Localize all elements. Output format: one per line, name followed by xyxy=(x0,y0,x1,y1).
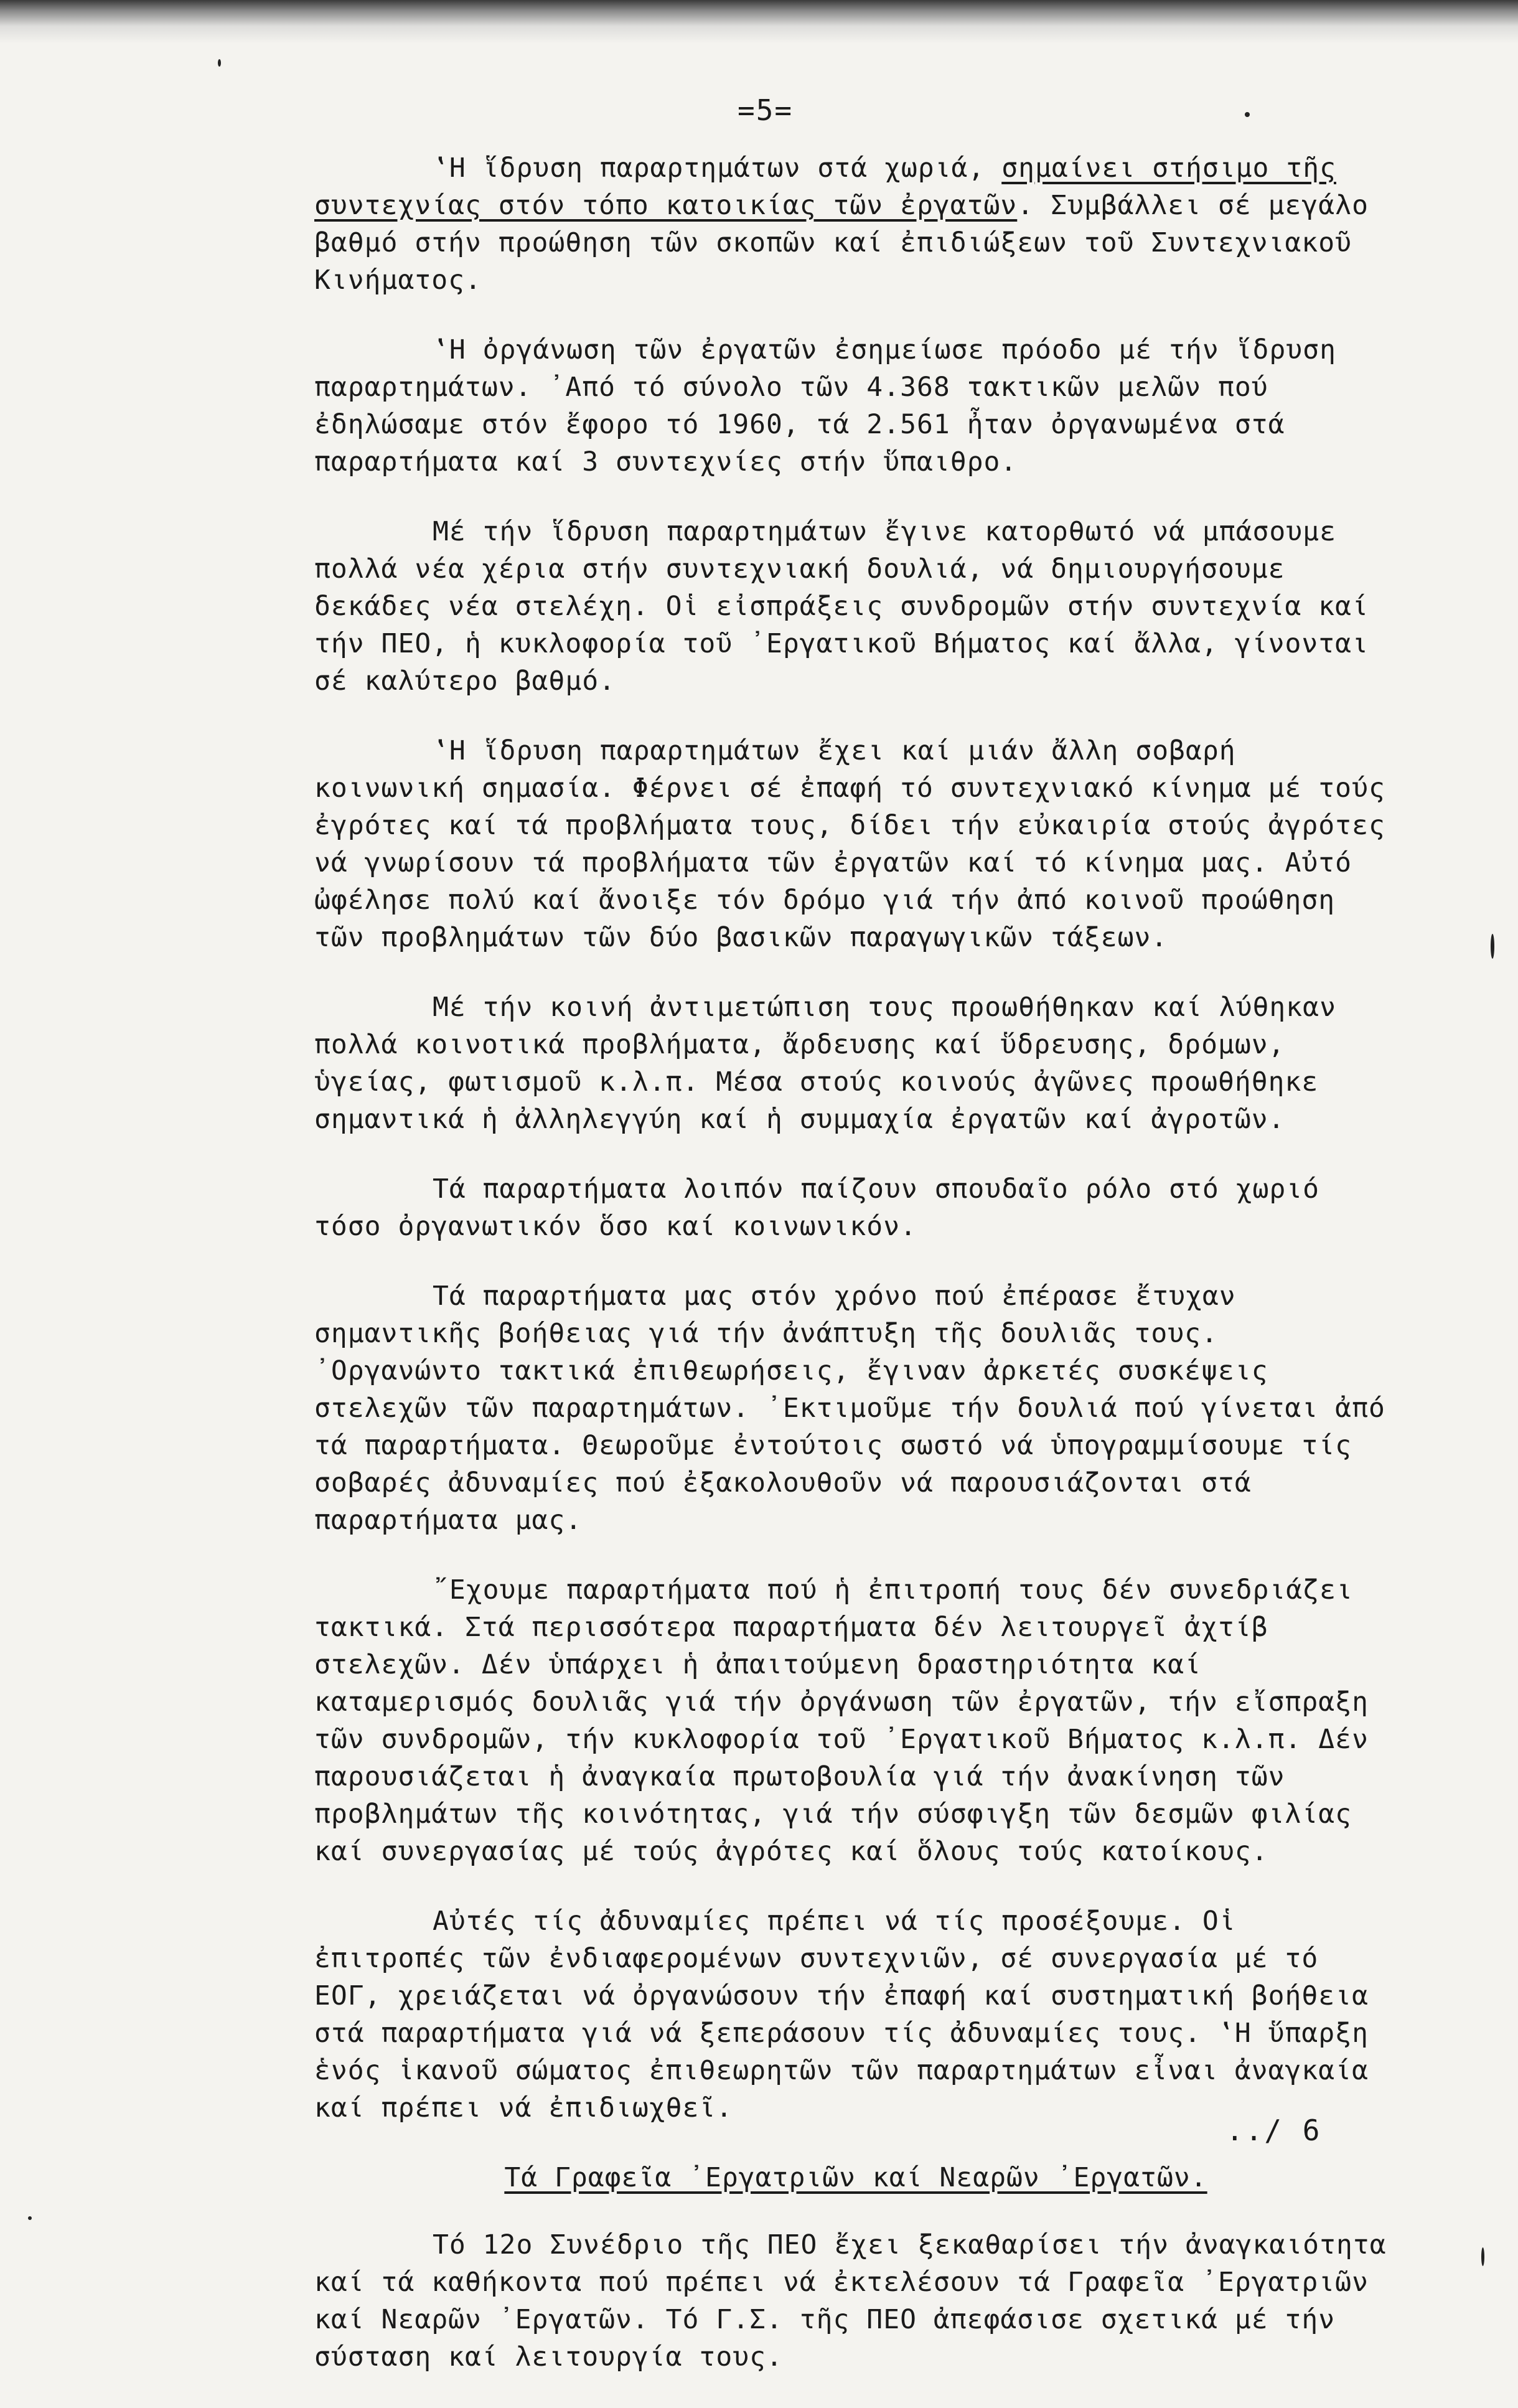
paragraph xyxy=(314,513,1397,700)
paragraph xyxy=(314,1571,1397,1870)
paragraph-text: Μέ τήν κοινή ἀντιμετώπιση τους προωθήθηκαν καί λύθηκαν πολλά κοινοτικά προβλήματα, ἄρδευσης καί ὕδρευσης, δρόμων, ὑγείας, φωτισμοῦ κ.λ.π. Μέσα στούς κοινούς ἀγῶνες προωθήθηκε σημαντικά ἡ ἀλληλεγγύη καί ἡ συμμαχία ἐργατῶν καί ἀγροτῶν. xyxy=(314,992,1336,1135)
scan-speck xyxy=(218,59,221,67)
paragraph-text: Τά παραρτήματα μας στόν χρόνο πού ἐπέρασε ἔτυχαν σημαντικῆς βοήθειας γιά τήν ἀνάπτυξη τῆς δουλιᾶς τους. ᾿Οργανώντο τακτικά ἐπιθεωρήσεις, ἔγιναν ἀρκετές συσκέψεις στελεχῶν τῶν παραρτημάτων. ᾿Εκτιμοῦμε τήν δουλιά πού γίνεται ἀπό τά παραρτήματα. Θεωροῦμε ἐντούτοις σωστό νά ὑπογραμμίσουμε τίς σοβαρές ἀδυναμίες πού ἐξακολουθοῦν νά παρουσιάζονται στά παραρτήματα μας. xyxy=(314,1281,1385,1536)
paragraph-text: Αὐτές τίς ἀδυναμίες πρέπει νά τίς προσέξουμε. Οἱ ἐπιτροπές τῶν ἐνδιαφερομένων συντεχνιῶν, σέ συνεργασία μέ τό ΕΟΓ, χρειάζεται νά ὀργανώσουν τήν ἐπαφή καί συστηματική βοήθεια στά παραρτήματα γιά νά ξεπεράσουν τίς ἀδυναμίες τους. ‛Η ὕπαρξη ἑνός ἱκανοῦ σώματος ἐπιθεωρητῶν τῶν παραρτημάτων εἶναι ἀναγκαία καί πρέπει νά ἐπιδιωχθεῖ. xyxy=(314,1906,1369,2123)
scan-speck xyxy=(1481,2247,1484,2266)
paragraph xyxy=(314,1902,1397,2127)
text-body xyxy=(314,149,1397,2408)
paragraph-text: Τά παραρτήματα λοιπόν παίζουν σπουδαῖο ρόλο στό χωριό τόσο ὀργανωτικόν ὅσο καί κοινωνικόν. xyxy=(314,1173,1320,1242)
scan-speck xyxy=(1245,112,1250,117)
underlined-text: σημαίνει στήσιμο τῆς συντεχνίας στόν τόπο κατοικίας τῶν ἐργατῶν xyxy=(314,153,1336,221)
scan-speck xyxy=(28,2216,32,2220)
paragraph-text: ῎Εχουμε παραρτήματα πού ἡ ἐπιτροπή τους δέν συνεδριάζει τακτικά. Στά περισσότερα παραρτήματα δέν λειτουργεῖ ἀχτίβ στελεχῶν. Δέν ὑπάρχει ἡ ἀπαιτούμενη δραστηριότητα καί καταμερισμός δουλιᾶς γιά τήν ὀργάνωση τῶν ἐργατῶν, τήν εἴσπραξη τῶν συνδρομῶν, τήν κυκλοφορία τοῦ ᾿Εργατικοῦ Βήματος κ.λ.π. Δέν παρουσιάζεται ἡ ἀναγκαία πρωτοβουλία γιά τήν ἀνακίνηση τῶν προβλημάτων τῆς κοινότητας, γιά τήν σύσφιγξη τῶν δεσμῶν φιλίας καί συνεργασίας μέ τούς ἀγρότες καί ὅλους τούς κατοίκους. xyxy=(314,1574,1369,1867)
paragraph-text: ‛Η ἵδρυση παραρτημάτων ἔχει καί μιάν ἄλλη σοβαρή κοινωνική σημασία. Φέρνει σέ ἐπαφή τό συντεχνιακό κίνημα μέ τούς ἐγρότες καί τά προβλήματα τους, δίδει τήν εὐκαιρία στούς ἀγρότες νά γνωρίσουν τά προβλήματα τῶν ἐργατῶν καί τό κίνημα μας. Αὐτό ὠφέλησε πολύ καί ἄνοιξε τόν δρόμο γιά τήν ἀπό κοινοῦ προώθηση τῶν προβλημάτων τῶν δύο βασικῶν παραγωγικῶν τάξεων. xyxy=(314,735,1385,953)
paragraph xyxy=(314,1170,1397,1245)
section-heading xyxy=(314,2159,1397,2196)
paragraph-text: ‛Η ἵδρυση παραρτημάτων στά χωριά, xyxy=(433,153,1002,184)
scan-top-edge xyxy=(0,0,1518,44)
paragraph-list xyxy=(314,149,1397,2127)
continuation-marker: ../ 6 xyxy=(1226,2114,1322,2147)
section-paragraph: Τό 12ο Συνέδριο τῆς ΠΕΟ ἔχει ξεκαθαρίσει τήν ἀναγκαιότητα καί τά καθήκοντα πού πρέπει νά ἐκτελέσουν τά Γραφεῖα ᾿Εργατριῶν καί Νεαρῶν ᾿Εργατῶν. Τό Γ.Σ. τῆς ΠΕΟ ἀπεφάσισε σχετικά μέ τήν σύσταση καί λειτουργία τους. xyxy=(314,2229,1387,2373)
paragraph-text: . Συμβάλλει σέ μεγάλο βαθμό στήν προώθηση τῶν σκοπῶν καί ἐπιδιώξεων τοῦ Συντεχνιακοῦ Κινήματος. xyxy=(314,190,1369,296)
page-number: =5= xyxy=(738,93,794,127)
scan-speck xyxy=(1491,934,1494,959)
section-heading-text: Τά Γραφεῖα ᾿Εργατριῶν καί Νεαρῶν ᾿Εργατῶν. xyxy=(504,2162,1207,2193)
paragraph xyxy=(314,1277,1397,1539)
paragraph xyxy=(314,732,1397,956)
paragraph xyxy=(314,331,1397,481)
paragraph-text: Μέ τήν ἵδρυση παραρτημάτων ἔγινε κατορθωτό νά μπάσουμε πολλά νέα χέρια στήν συντεχνιακή δουλιά, νά δημιουργήσουμε δεκάδες νέα στελέχη. Οἱ εἰσπράξεις συνδρομῶν στήν συντεχνία καί τήν ΠΕΟ, ἡ κυκλοφορία τοῦ ᾿Εργατικοῦ Βήματος καί ἄλλα, γίνονται σέ καλύτερο βαθμό. xyxy=(314,516,1369,697)
paragraph-text: ‛Η ὀργάνωση τῶν ἐργατῶν ἐσημείωσε πρόοδο μέ τήν ἵδρυση παραρτημάτων. ᾿Από τό σύνολο τῶν 4.368 τακτικῶν μελῶν πού ἐδηλώσαμε στόν ἔφορο τό 1960, τά 2.561 ἦταν ὀργανωμένα στά παραρτήματα καί 3 συντεχνίες στήν ὕπαιθρο. xyxy=(314,334,1336,477)
paragraph xyxy=(314,149,1397,299)
paragraph xyxy=(314,989,1397,1138)
